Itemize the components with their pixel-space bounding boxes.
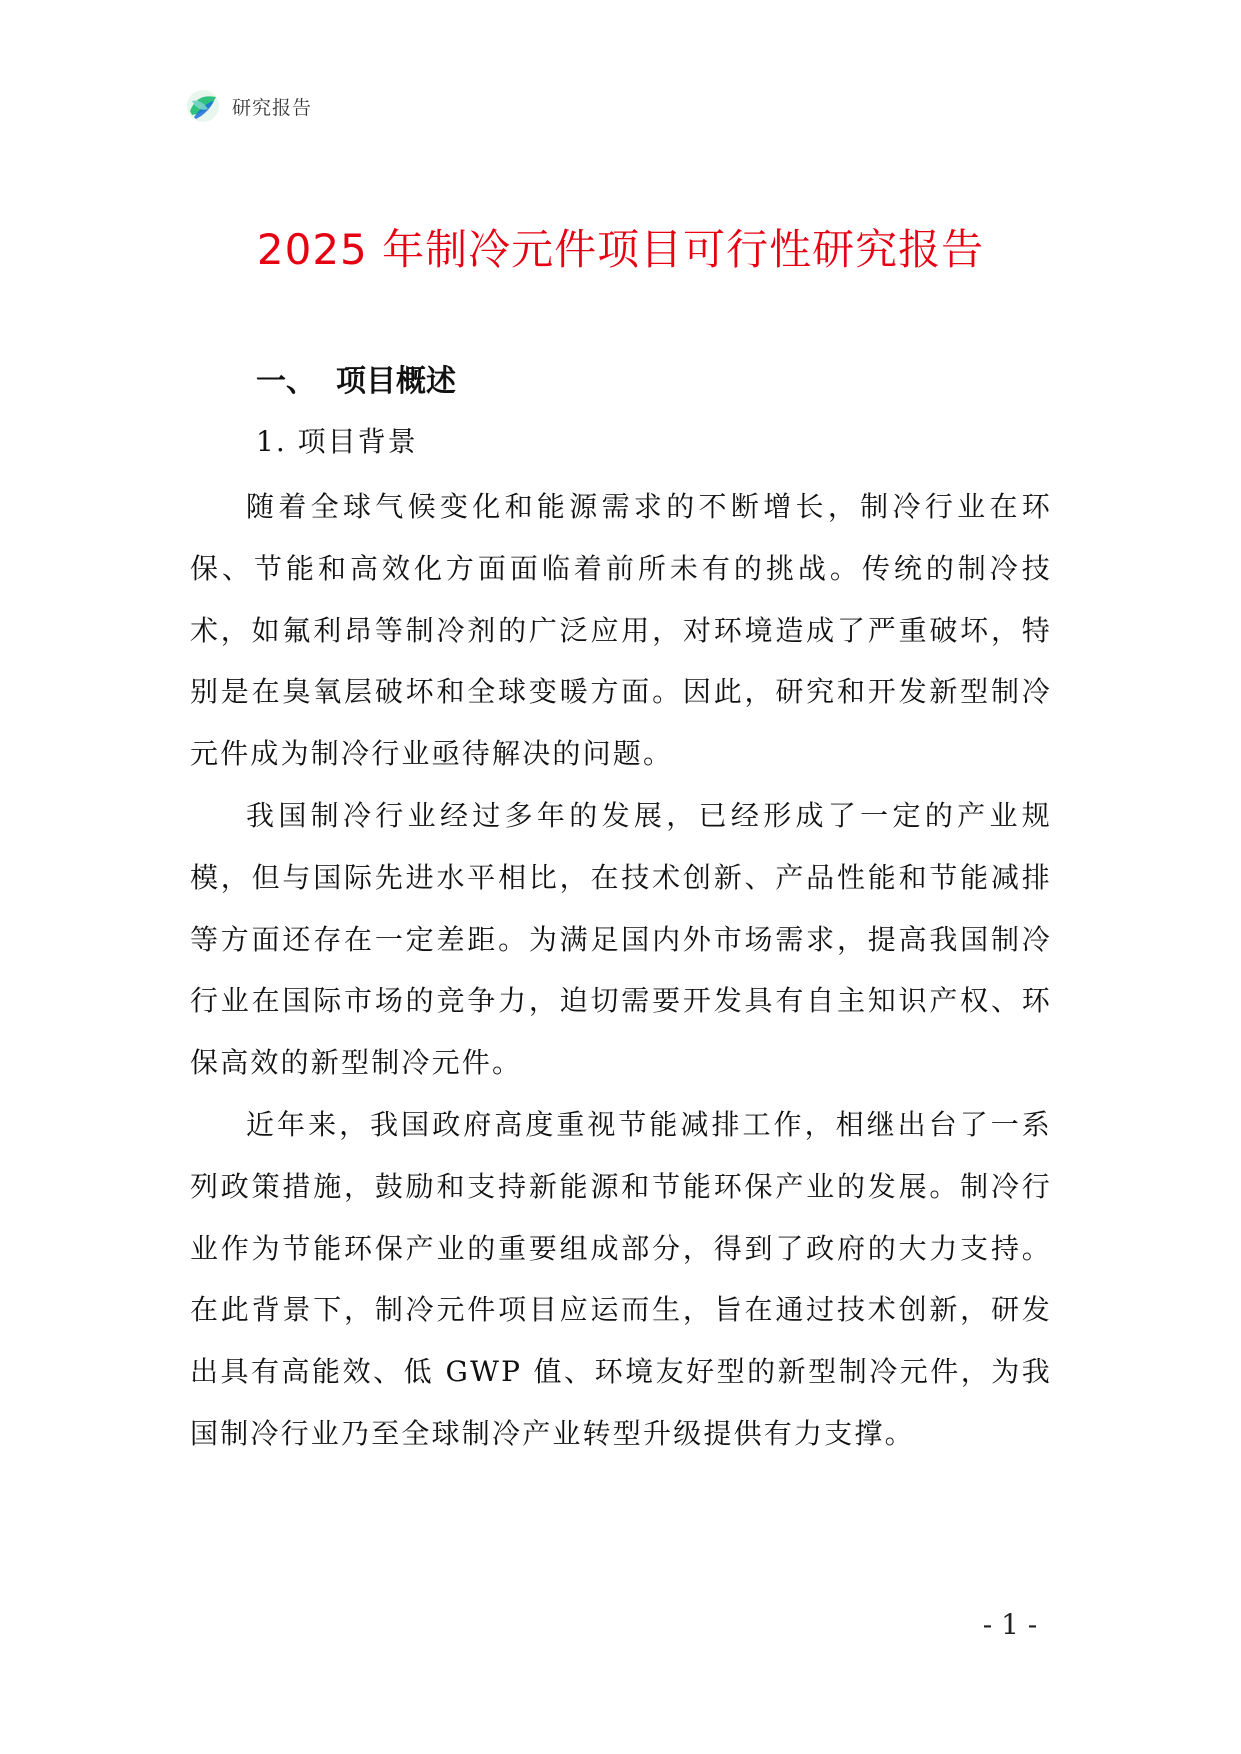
- paragraph: 随着全球气候变化和能源需求的不断增长，制冷行业在环保、节能和高效化方面面临着前所未有的挑战。传统的制冷技术，如氟利昂等制冷剂的广泛应用，对环境造成了严重破坏，特别是在臭氧层破坏和全球变暖方面。因此，研究和开发新型制冷元件成为制冷行业亟待解决的问题。: [190, 490, 1052, 771]
- body-text: [190, 476, 1052, 1465]
- section-title: 项目概述: [336, 364, 456, 399]
- section-number: 一、: [256, 364, 316, 399]
- leaf-logo-icon: [186, 89, 220, 123]
- subsection-heading: 1. 项目背景: [256, 425, 418, 458]
- section-heading: [256, 360, 456, 404]
- header-label: 研究报告: [232, 96, 313, 119]
- document-title: 2025 年制冷元件项目可行性研究报告: [256, 225, 985, 274]
- page-header: [186, 88, 312, 124]
- paragraph: 近年来，我国政府高度重视节能减排工作，相继出台了一系列政策措施，鼓励和支持新能源和节能环保产业的发展。制冷行业作为节能环保产业的重要组成部分，得到了政府的大力支持。在此背景下，制冷元件项目应运而生，旨在通过技术创新，研发出具有高能效、低 GWP 值、环境友好型的新型制冷元件，为我国制冷行业乃至全球制冷产业转型升级提供有力支撑。: [190, 1107, 1052, 1450]
- paragraph: 我国制冷行业经过多年的发展，已经形成了一定的产业规模，但与国际先进水平相比，在技术创新、产品性能和节能减排等方面还存在一定差距。为满足国内外市场需求，提高我国制冷行业在国际市场的竞争力，迫切需要开发具有自主知识产权、环保高效的新型制冷元件。: [190, 798, 1052, 1080]
- page-number: - 1 -: [982, 1608, 1038, 1641]
